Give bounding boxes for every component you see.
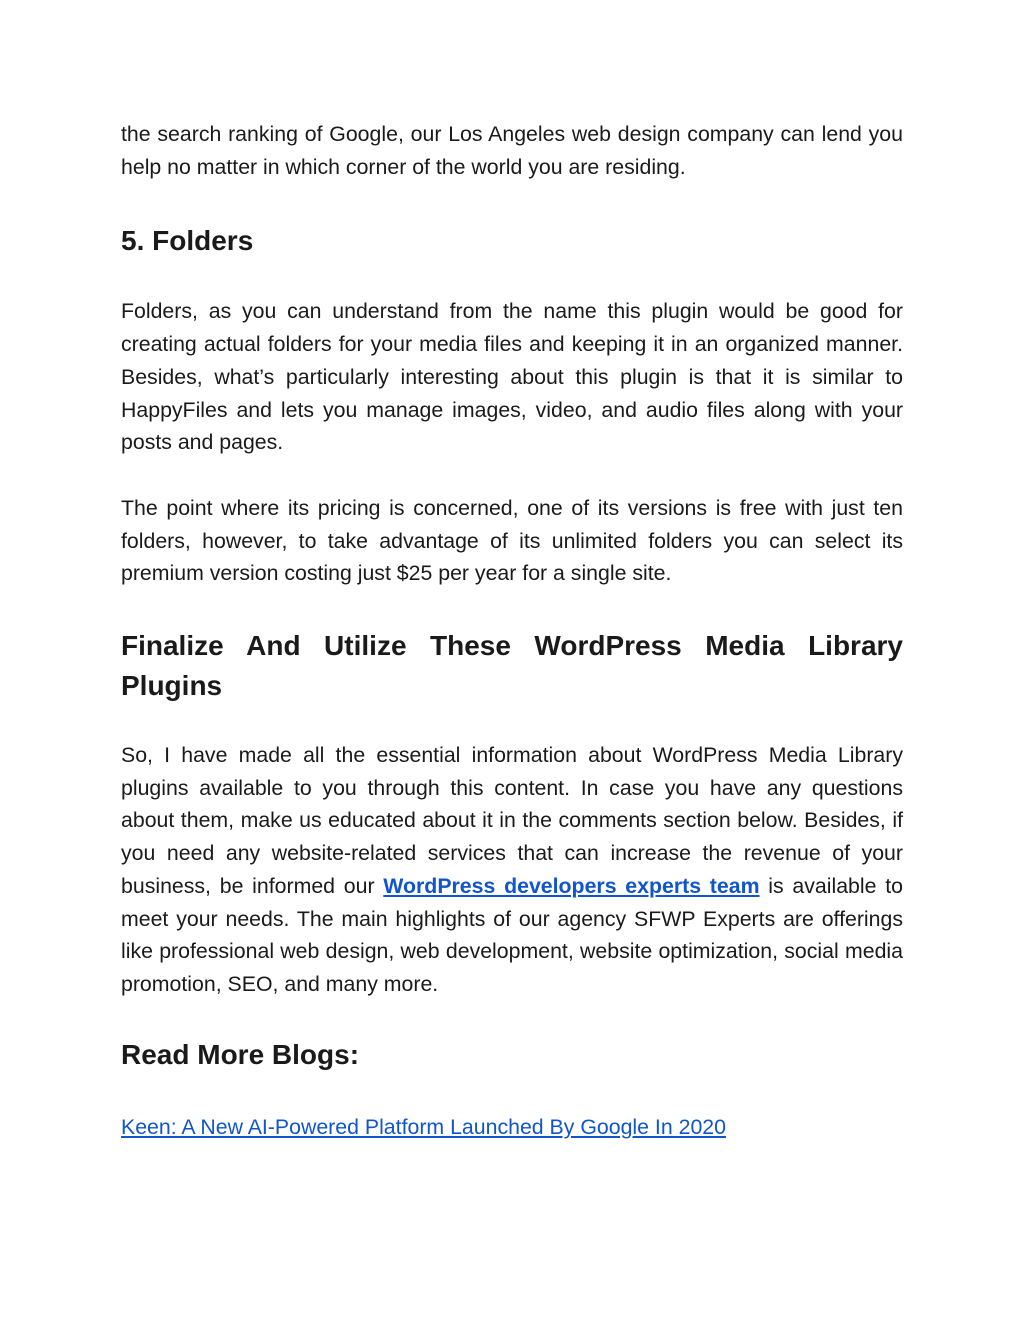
finalize-text-before-link: So, I have made all the essential information about WordPress Media Library plugins available to you through this content. In case you have any questions about them, make us educated about it in the comments section below. Besides, if you need any website-related services that can increase the revenue of your business, be informed our (121, 743, 903, 898)
blog-link-keen[interactable]: Keen: A New AI-Powered Platform Launched By Google In 2020 (121, 1114, 726, 1139)
folders-paragraph-2: The point where its pricing is concerned, one of its versions is free with just ten folders, however, to take advantage of its unlimited folders you can select its premium version costing just $25 per year for a single site. (121, 495, 903, 586)
wordpress-developers-link[interactable]: WordPress developers experts team (383, 873, 760, 898)
folders-paragraph-1: Folders, as you can understand from the name this plugin would be good for creating actual folders for your media files and keeping it in an organized manner. Besides, what’s particularly interesting about this plugin is that it is similar to HappyFiles and lets you manage images, video, and audio files along with your posts and pages. (121, 299, 903, 455)
read-more-heading: Read More Blogs: (121, 1038, 360, 1070)
finalize-paragraph (121, 739, 903, 1001)
finalize-heading: Finalize And Utilize These WordPress Media Library Plugins (121, 630, 903, 702)
document-content (121, 118, 903, 1143)
read-more-list (121, 1111, 903, 1143)
intro-paragraph: the search ranking of Google, our Los Angeles web design company can lend you help no matter in which corner of the world you are residing. (121, 122, 903, 179)
finalize-text-after-link: is available to meet your needs. The main highlights of our agency SFWP Experts are offerings like professional web design, web development, website optimization, social media promotion, SEO, and many more. (121, 873, 903, 996)
folders-heading: 5. Folders (121, 225, 254, 257)
